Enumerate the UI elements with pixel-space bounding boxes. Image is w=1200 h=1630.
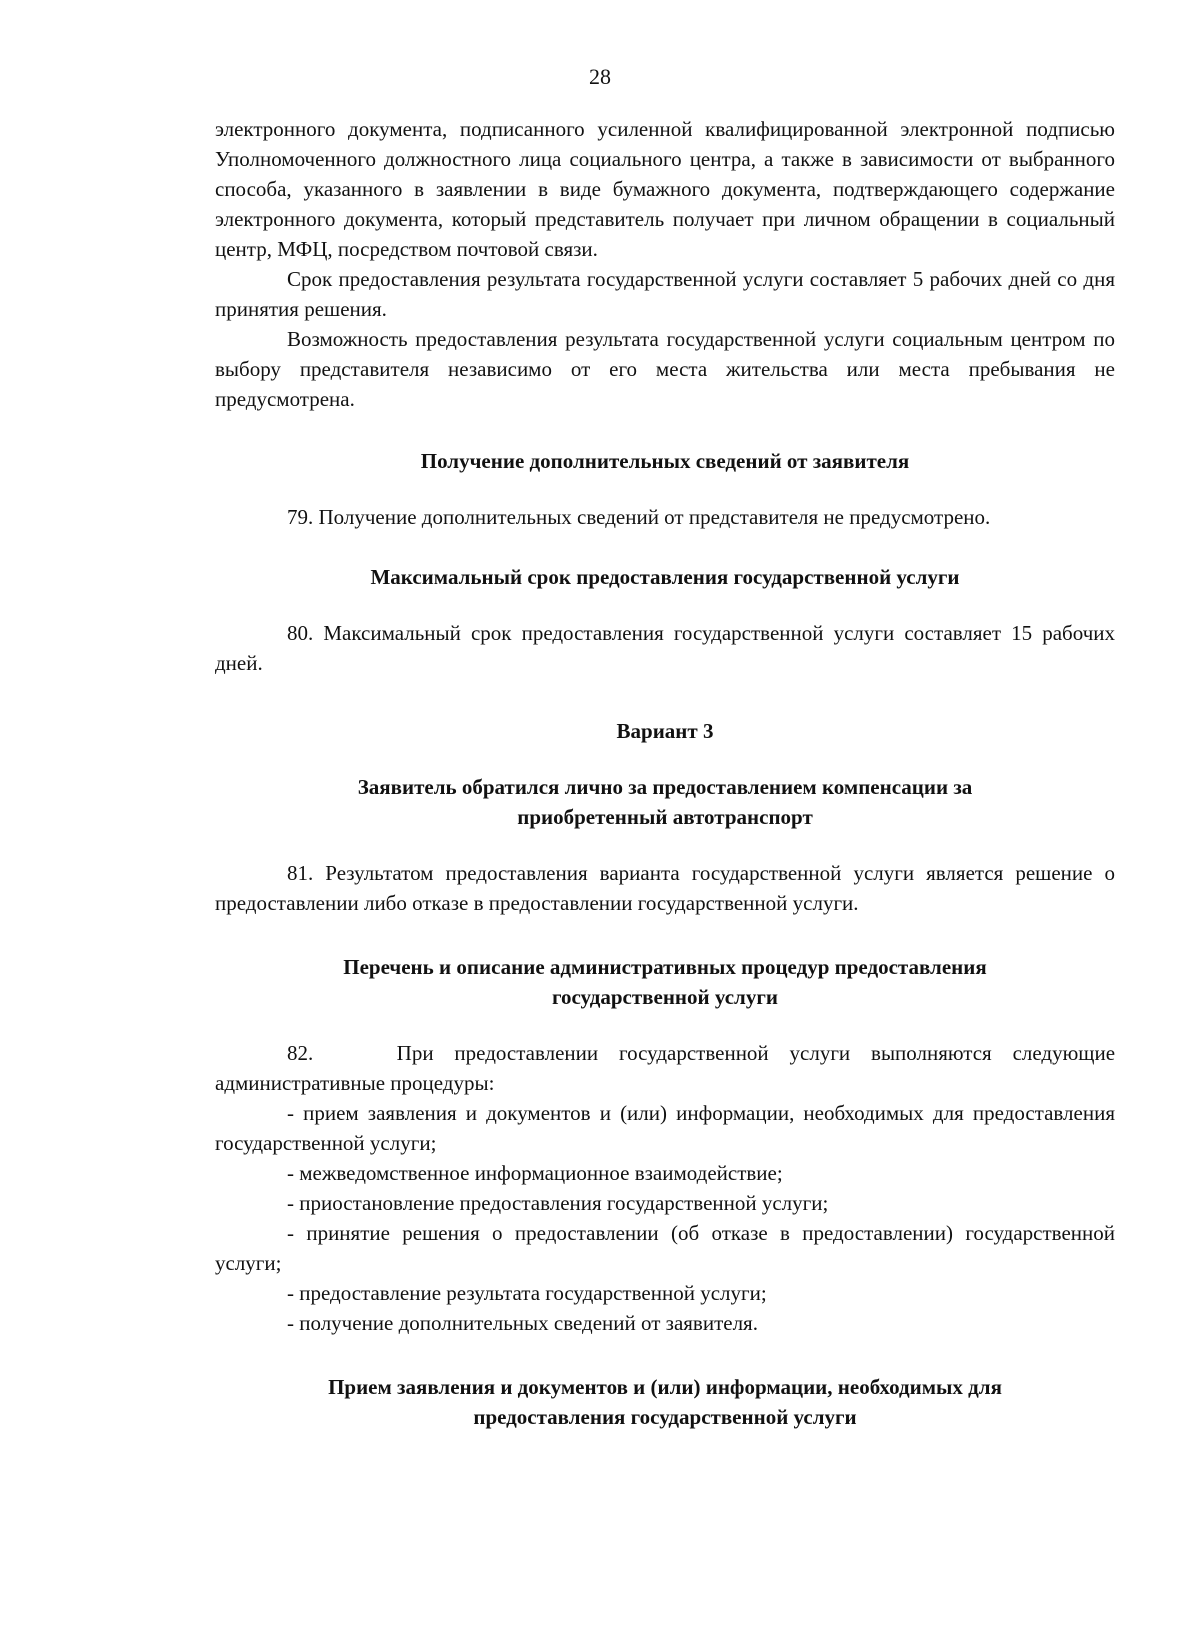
heading-line: предоставления государственной услуги bbox=[473, 1405, 857, 1429]
heading-line: Заявитель обратился лично за предоставлением компенсации за bbox=[357, 775, 973, 799]
heading-line: Перечень и описание административных процедур предоставления bbox=[343, 955, 987, 979]
section-heading-max-term: Максимальный срок предоставления государственной услуги bbox=[370, 565, 960, 589]
heading-line: приобретенный автотранспорт bbox=[517, 805, 813, 829]
list-item: - приостановление предоставления государственной услуги; bbox=[287, 1191, 829, 1215]
list-item: - получение дополнительных сведений от заявителя. bbox=[287, 1311, 758, 1335]
paragraph-number: 82. bbox=[287, 1041, 314, 1065]
document-body bbox=[215, 114, 1115, 1432]
section-heading-reception bbox=[215, 1372, 1115, 1432]
paragraph-81: 81. Результатом предоставления варианта государственной услуги является решение о предоставлении либо отказе в предоставлении государственной услуги. bbox=[215, 861, 1115, 915]
list-item: - прием заявления и документов и (или) информации, необходимых для предоставления государственной услуги; bbox=[215, 1101, 1115, 1155]
section-heading-applicant bbox=[215, 772, 1115, 832]
paragraph-text: При предоставлении государственной услуги выполняются следующие административные процедуры: bbox=[215, 1041, 1116, 1095]
list-item: - принятие решения о предоставлении (об отказе в предоставлении) государственной услуги; bbox=[215, 1221, 1115, 1275]
heading-line: государственной услуги bbox=[552, 985, 778, 1009]
term-paragraph: Срок предоставления результата государственной услуги составляет 5 рабочих дней со дня принятия решения. bbox=[215, 267, 1115, 321]
page-number: 28 bbox=[589, 64, 611, 89]
variant-heading: Вариант 3 bbox=[616, 719, 714, 743]
list-item: - межведомственное информационное взаимодействие; bbox=[287, 1161, 783, 1185]
intro-paragraph: электронного документа, подписанного усиленной квалифицированной электронной подписью Уполномоченного должностного лица социального центра, а также в зависимости от выбранного способа, указанного в заявлении в виде бумажного документа, подтверждающего содержание электронного документа, который представитель получает при личном обращении в социальный центр, МФЦ, посредством почтовой связи. bbox=[215, 117, 1115, 261]
section-heading-procedures bbox=[215, 952, 1115, 1012]
section-heading-additional-info: Получение дополнительных сведений от заявителя bbox=[420, 449, 910, 473]
paragraph-82 bbox=[215, 1038, 1115, 1098]
paragraph-80: 80. Максимальный срок предоставления государственной услуги составляет 15 рабочих дней. bbox=[215, 621, 1115, 675]
possibility-paragraph: Возможность предоставления результата государственной услуги социальным центром по выбору представителя независимо от его места жительства или места пребывания не предусмотрена. bbox=[215, 327, 1115, 411]
paragraph-79: 79. Получение дополнительных сведений от представителя не предусмотрено. bbox=[287, 505, 991, 529]
list-item: - предоставление результата государственной услуги; bbox=[287, 1281, 767, 1305]
heading-line: Прием заявления и документов и (или) информации, необходимых для bbox=[328, 1375, 1002, 1399]
